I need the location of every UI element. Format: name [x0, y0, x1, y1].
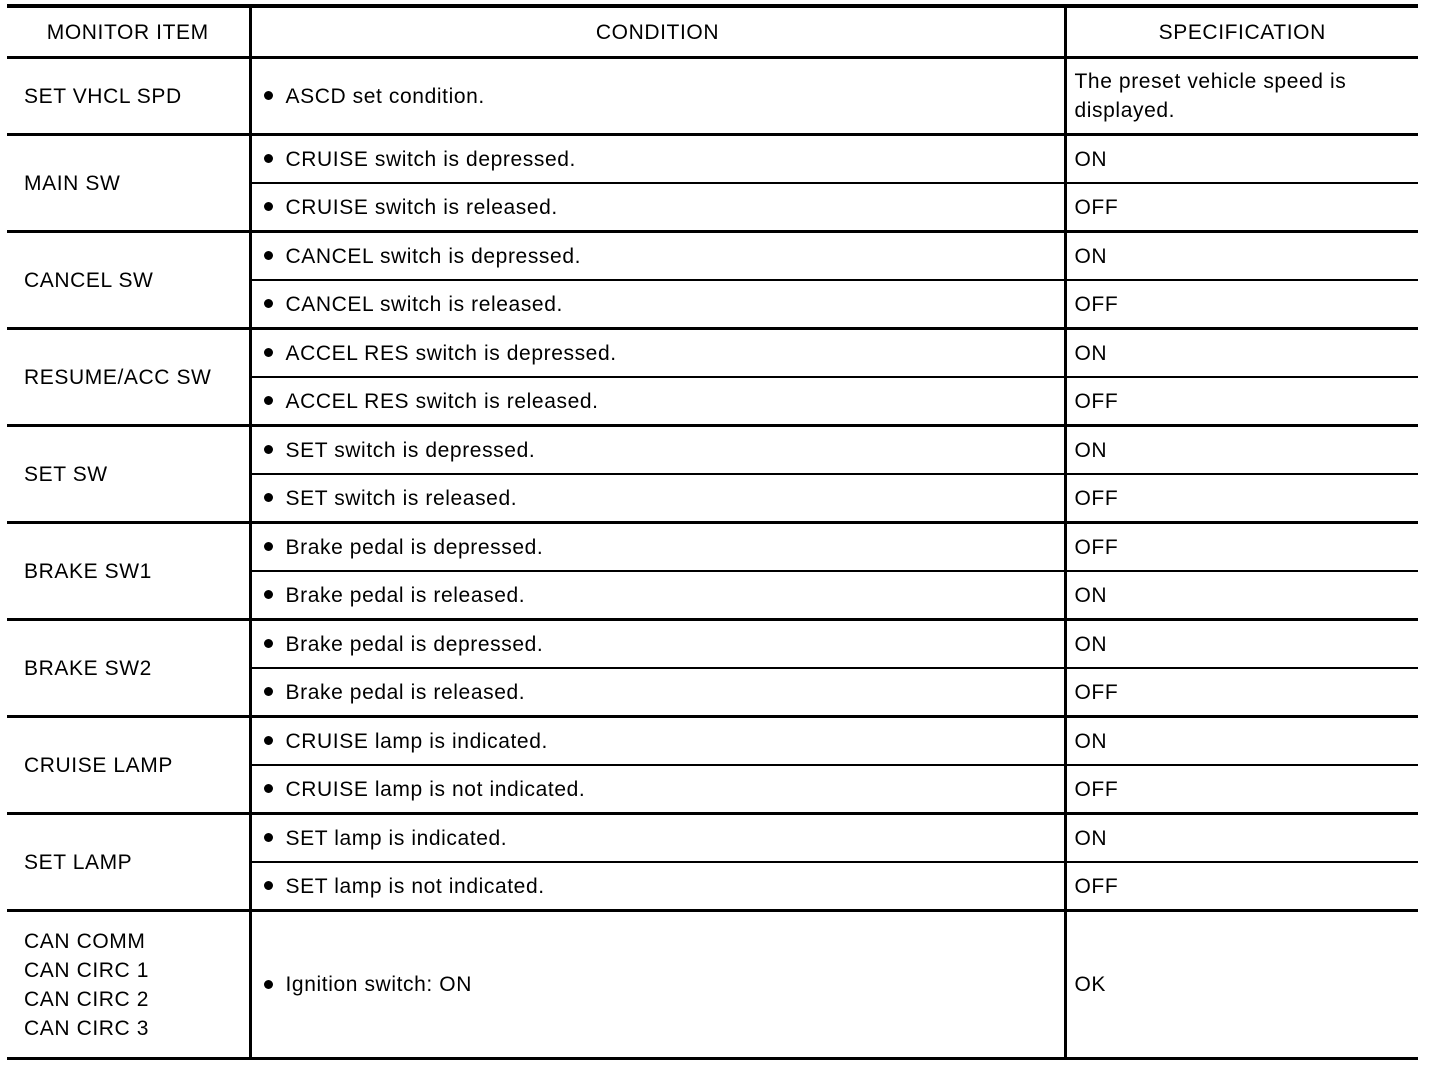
- specification-cell: [1065, 58, 1418, 135]
- condition-text: ASCD set condition.: [285, 84, 485, 108]
- bullet-icon: [264, 251, 273, 260]
- condition-text: SET lamp is not indicated.: [285, 874, 545, 898]
- condition-cell: [250, 668, 1065, 717]
- specification-cell: [1065, 911, 1418, 1059]
- table-row: [7, 426, 1418, 475]
- table-body: [7, 58, 1418, 1059]
- specification-cell: [1065, 814, 1418, 863]
- monitor-item-label: RESUME/ACC SW: [24, 365, 212, 389]
- condition-cell: [250, 620, 1065, 669]
- condition-cell: [250, 523, 1065, 572]
- specification-cell: [1065, 280, 1418, 329]
- bullet-icon: [264, 396, 273, 405]
- condition-text: ACCEL RES switch is released.: [285, 389, 599, 413]
- condition-text: SET lamp is indicated.: [285, 826, 508, 850]
- specification-cell: [1065, 329, 1418, 378]
- monitor-item-cell: [7, 717, 250, 814]
- condition-cell: [250, 426, 1065, 475]
- condition-cell: [250, 280, 1065, 329]
- table-row: [7, 58, 1418, 135]
- condition-text: Brake pedal is depressed.: [285, 535, 544, 559]
- monitor-item-label: SET LAMP: [24, 850, 133, 874]
- condition-cell: [250, 765, 1065, 814]
- monitor-item-label: BRAKE SW1: [24, 559, 152, 583]
- header-specification: SPECIFICATION: [1065, 6, 1418, 58]
- specification-value: OFF: [1074, 680, 1119, 704]
- condition-cell: [250, 329, 1065, 378]
- bullet-icon: [264, 590, 273, 599]
- condition-text: CANCEL switch is depressed.: [285, 244, 582, 268]
- monitor-item-label: CAN CIRC 2: [24, 987, 150, 1011]
- monitor-item-label: MAIN SW: [24, 171, 121, 195]
- table-row: [7, 232, 1418, 281]
- condition-cell: [250, 862, 1065, 911]
- specification-value: ON: [1074, 583, 1108, 607]
- bullet-icon: [264, 881, 273, 890]
- bullet-icon: [264, 980, 273, 989]
- specification-value: displayed.: [1074, 99, 1176, 122]
- condition-cell: [250, 474, 1065, 523]
- condition-text: CRUISE lamp is indicated.: [285, 729, 548, 753]
- bullet-icon: [264, 542, 273, 551]
- specification-cell: [1065, 668, 1418, 717]
- table-row: [7, 717, 1418, 766]
- specification-value: ON: [1074, 147, 1108, 171]
- monitor-item-cell: [7, 523, 250, 620]
- monitor-item-cell: [7, 329, 250, 426]
- specification-cell: [1065, 571, 1418, 620]
- condition-text: ACCEL RES switch is depressed.: [285, 341, 617, 365]
- condition-text: Brake pedal is released.: [285, 680, 526, 704]
- condition-text: SET switch is released.: [285, 486, 518, 510]
- specification-value: ON: [1074, 632, 1108, 656]
- condition-text: CANCEL switch is released.: [285, 292, 563, 316]
- table-row: [7, 135, 1418, 184]
- specification-cell: [1065, 135, 1418, 184]
- condition-cell: [250, 58, 1065, 135]
- table-row: [7, 523, 1418, 572]
- specification-cell: [1065, 523, 1418, 572]
- specification-value: OFF: [1074, 486, 1119, 510]
- specification-value: ON: [1074, 341, 1108, 365]
- specification-cell: [1065, 183, 1418, 232]
- specification-value: OFF: [1074, 389, 1119, 413]
- condition-cell: [250, 377, 1065, 426]
- monitor-item-label: SET VHCL SPD: [24, 84, 182, 108]
- bullet-icon: [264, 202, 273, 211]
- bullet-icon: [264, 639, 273, 648]
- condition-cell: [250, 232, 1065, 281]
- specification-cell: [1065, 765, 1418, 814]
- condition-cell: [250, 814, 1065, 863]
- specification-cell: [1065, 474, 1418, 523]
- specification-cell: [1065, 232, 1418, 281]
- bullet-icon: [264, 154, 273, 163]
- monitor-spec-table: [7, 4, 1418, 1060]
- specification-cell: [1065, 620, 1418, 669]
- monitor-item-label: CAN CIRC 3: [24, 1016, 150, 1040]
- bullet-icon: [264, 493, 273, 502]
- bullet-icon: [264, 348, 273, 357]
- monitor-item-cell: [7, 58, 250, 135]
- monitor-item-cell: [7, 232, 250, 329]
- condition-text: CRUISE switch is released.: [285, 195, 558, 219]
- bullet-icon: [264, 299, 273, 308]
- specification-value: OFF: [1074, 874, 1119, 898]
- condition-text: Ignition switch: ON: [285, 973, 472, 996]
- bullet-icon: [264, 445, 273, 454]
- table-row: [7, 911, 1418, 1059]
- header-condition: CONDITION: [250, 6, 1065, 58]
- specification-value: The preset vehicle speed is: [1074, 70, 1347, 93]
- condition-cell: [250, 717, 1065, 766]
- specification-value: OFF: [1074, 777, 1119, 801]
- specification-value: OFF: [1074, 292, 1119, 316]
- specification-value: ON: [1074, 438, 1108, 462]
- monitor-item-label: CRUISE LAMP: [24, 753, 173, 777]
- specification-cell: [1065, 717, 1418, 766]
- bullet-icon: [264, 91, 273, 100]
- condition-text: CRUISE switch is depressed.: [285, 147, 576, 171]
- bullet-icon: [264, 784, 273, 793]
- monitor-item-cell: [7, 135, 250, 232]
- condition-cell: [250, 911, 1065, 1059]
- specification-value: OFF: [1074, 195, 1119, 219]
- bullet-icon: [264, 687, 273, 696]
- monitor-item-label: SET SW: [24, 462, 108, 486]
- condition-cell: [250, 571, 1065, 620]
- monitor-item-label: BRAKE SW2: [24, 656, 152, 680]
- condition-text: Brake pedal is released.: [285, 583, 526, 607]
- specification-cell: [1065, 377, 1418, 426]
- specification-value: OFF: [1074, 535, 1119, 559]
- condition-cell: [250, 183, 1065, 232]
- specification-cell: [1065, 862, 1418, 911]
- header-monitor-item: MONITOR ITEM: [7, 6, 250, 58]
- bullet-icon: [264, 736, 273, 745]
- table-row: [7, 814, 1418, 863]
- specification-value: ON: [1074, 826, 1108, 850]
- table-row: [7, 620, 1418, 669]
- table-row: [7, 329, 1418, 378]
- specification-value: ON: [1074, 729, 1108, 753]
- specification-value: ON: [1074, 244, 1108, 268]
- monitor-item-label: CAN COMM: [24, 929, 146, 953]
- specification-cell: [1065, 426, 1418, 475]
- monitor-item-label: CANCEL SW: [24, 268, 154, 292]
- table-header-row: [7, 6, 1418, 58]
- monitor-item-cell: [7, 426, 250, 523]
- monitor-item-label: CAN CIRC 1: [24, 958, 150, 982]
- condition-cell: [250, 135, 1065, 184]
- bullet-icon: [264, 833, 273, 842]
- condition-text: SET switch is depressed.: [285, 438, 536, 462]
- condition-text: Brake pedal is depressed.: [285, 632, 544, 656]
- monitor-item-cell: [7, 814, 250, 911]
- condition-text: CRUISE lamp is not indicated.: [285, 777, 586, 801]
- monitor-item-cell: [7, 620, 250, 717]
- monitor-item-cell: [7, 911, 250, 1059]
- specification-value: OK: [1074, 973, 1107, 996]
